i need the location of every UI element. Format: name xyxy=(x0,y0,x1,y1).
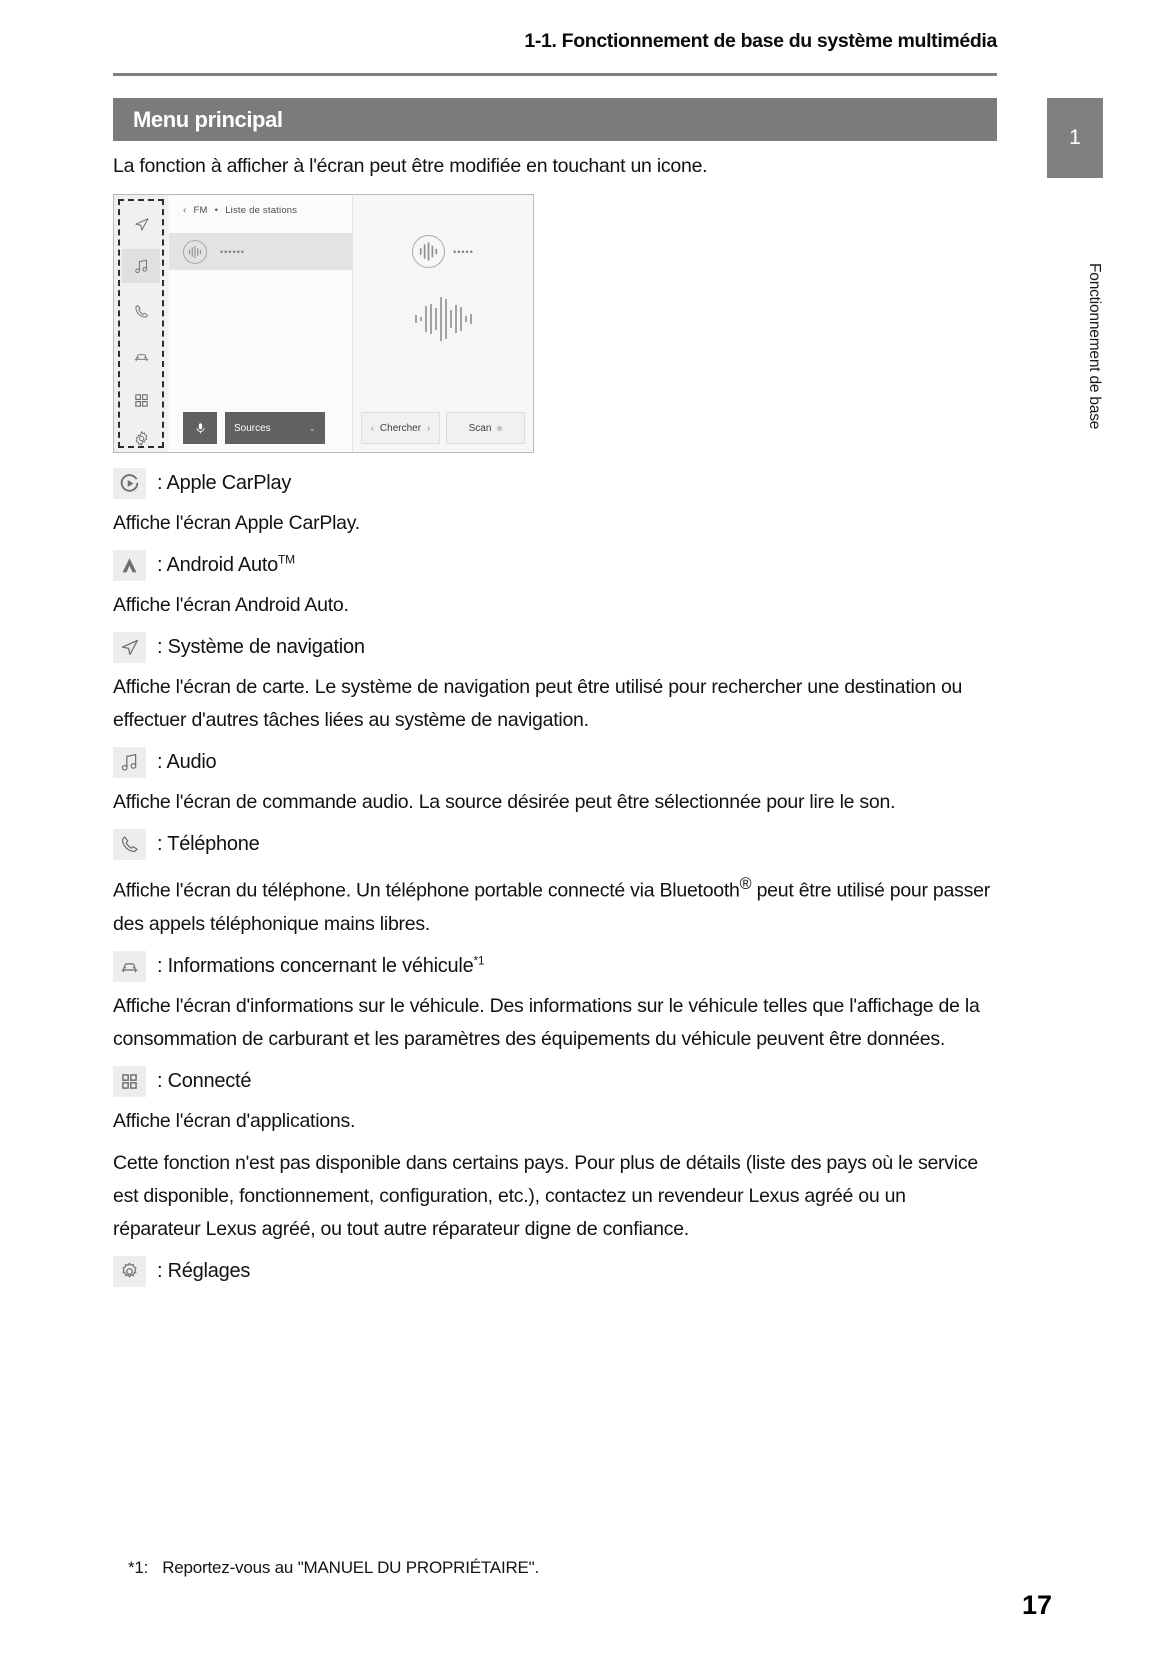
legend-title-connected: : Connecté xyxy=(157,1069,252,1092)
screenshot-sources-button[interactable] xyxy=(225,412,325,444)
rail-navigation-icon[interactable] xyxy=(122,207,160,241)
sources-button-label: Sources xyxy=(234,422,271,434)
screenshot-main-pane xyxy=(169,195,352,452)
screenshot-list-label: Liste de stations xyxy=(225,205,298,216)
legend-row-android-auto xyxy=(113,549,997,583)
screenshot-breadcrumb-bar xyxy=(183,205,297,216)
settings-icon xyxy=(113,1256,146,1287)
legend-title-settings: : Réglages xyxy=(157,1259,251,1282)
rail-phone-icon[interactable] xyxy=(122,294,160,328)
search-button-label: Chercher xyxy=(379,422,422,434)
legend-body-vehicle-info: Affiche l'écran d'informations sur le véhicule. Des informations sur le véhicule telles que l'affichage de la consommation de carburant et les paramètres des équipements du véhicule peuvent être données. xyxy=(113,994,980,1050)
search-next-chevron-icon[interactable]: › xyxy=(427,423,431,433)
legend-title-apple-carplay: : Apple CarPlay xyxy=(157,472,292,494)
navigation-icon xyxy=(113,632,146,663)
chapter-tab-label: Fonctionnement de base xyxy=(1086,262,1103,430)
legend-row-navigation xyxy=(113,631,997,665)
page-number: 17 xyxy=(1021,1590,1052,1620)
legend-row-phone xyxy=(113,828,997,862)
legend-title-vehicle-info-text: : Informations concernant le véhicule xyxy=(157,954,474,977)
legend-body-connected-2: Cette fonction n'est pas disponible dans certains pays. Pour plus de détails (liste des pays où le service est disponible, fonctionnement, configuration, etc.), contactez un revendeur Lexus agréé ou un réparateur Lexus agréé, ou tout autre réparateur digne de confiance. xyxy=(113,1151,978,1240)
chapter-tab-number: 1 xyxy=(1047,98,1103,178)
section-title: Menu principal xyxy=(133,106,283,132)
search-prev-chevron-icon[interactable]: ‹ xyxy=(370,423,374,433)
now-playing-name-masked: ••••• xyxy=(453,246,474,257)
rail-apps-icon[interactable] xyxy=(122,383,160,417)
legend-row-settings xyxy=(113,1255,997,1289)
footnote xyxy=(128,1558,539,1578)
header-divider xyxy=(113,73,997,76)
infotainment-screenshot-figure xyxy=(113,194,534,453)
apps-icon xyxy=(113,1066,146,1097)
screenshot-back-chevron-icon[interactable]: ‹ xyxy=(183,205,187,216)
legend-title-android-auto-sup: TM xyxy=(278,552,295,567)
footnote-marker: *1: xyxy=(128,1558,149,1577)
screenshot-side-rail xyxy=(114,195,168,452)
android-auto-icon xyxy=(113,550,146,581)
legend-title-audio: : Audio xyxy=(157,751,217,773)
page-content xyxy=(113,150,997,1295)
screenshot-now-playing-pane xyxy=(352,195,533,452)
phone-icon xyxy=(113,829,146,860)
legend-row-apple-carplay xyxy=(113,467,997,501)
legend-body-navigation: Affiche l'écran de carte. Le système de navigation peut être utilisé pour rechercher une destination ou effectuer d'autres tâches liées au système de navigation. xyxy=(113,676,963,731)
section-header-band xyxy=(113,98,997,141)
vehicle-icon xyxy=(113,951,146,982)
legend-title-android-auto xyxy=(157,549,295,582)
legend-body-phone: Affiche l'écran du téléphone. Un téléphone portable connecté via Bluetooth® peut être utilisé pour passer des appels téléphonique mains libres. xyxy=(113,875,990,935)
rail-audio-icon[interactable] xyxy=(122,249,160,283)
screenshot-separator: • xyxy=(214,205,219,216)
screenshot-bottom-controls xyxy=(183,412,325,444)
rail-vehicle-icon[interactable] xyxy=(122,339,160,373)
legend-row-vehicle-info xyxy=(113,950,997,984)
chevron-down-icon: ⌄ xyxy=(308,422,316,433)
legend-title-phone: : Téléphone xyxy=(157,833,260,855)
station-waveform-icon xyxy=(183,240,207,264)
screenshot-microphone-button[interactable] xyxy=(183,412,217,444)
screenshot-scan-button[interactable] xyxy=(446,412,525,444)
legend-body-connected-1: Affiche l'écran d'applications. xyxy=(113,1109,356,1132)
rail-settings-icon[interactable] xyxy=(122,421,160,455)
scan-button-label: Scan xyxy=(468,422,492,434)
legend-row-audio xyxy=(113,746,997,780)
legend-title-android-auto-text: : Android Auto xyxy=(157,554,279,576)
section-intro-paragraph: La fonction à afficher à l'écran peut être modifiée en touchant un icone. xyxy=(113,155,708,177)
page-header-breadcrumb: 1-1. Fonctionnement de base du système multimédia xyxy=(524,30,997,52)
station-name-masked: •••••• xyxy=(220,246,245,257)
now-playing-waveform-icon xyxy=(412,235,445,268)
screenshot-search-button[interactable] xyxy=(361,412,440,444)
legend-body-android-auto: Affiche l'écran Android Auto. xyxy=(113,594,349,616)
screenshot-station-list-item[interactable] xyxy=(169,233,352,270)
legend-title-navigation: : Système de navigation xyxy=(157,636,365,658)
legend-title-vehicle-info xyxy=(157,950,484,983)
screenshot-source-label: FM xyxy=(193,205,208,216)
legend-title-vehicle-info-sup: *1 xyxy=(473,952,485,967)
footnote-text: Reportez-vous au "MANUEL DU PROPRIÉTAIRE". xyxy=(162,1558,540,1577)
audio-equalizer-visual xyxy=(353,295,533,343)
audio-icon xyxy=(113,747,146,778)
scan-status-dot-icon xyxy=(497,426,502,431)
legend-body-audio: Affiche l'écran de commande audio. La source désirée peut être sélectionnée pour lire le son. xyxy=(113,791,896,813)
legend-row-connected xyxy=(113,1065,997,1099)
now-playing-buttons xyxy=(361,412,525,444)
now-playing-header xyxy=(353,235,533,268)
apple-carplay-icon xyxy=(113,468,146,499)
legend-body-apple-carplay: Affiche l'écran Apple CarPlay. xyxy=(113,512,360,534)
